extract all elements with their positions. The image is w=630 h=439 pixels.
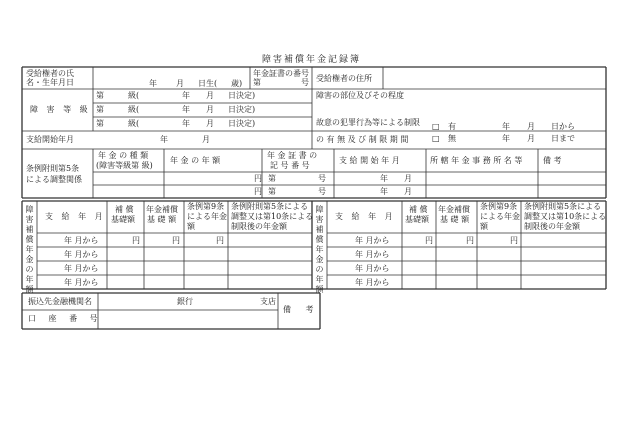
restrict-month: 月 bbox=[527, 134, 535, 143]
adjust-dai: 第 bbox=[268, 174, 276, 183]
adjust-go: 号 bbox=[318, 187, 326, 196]
record-row-ym: 年 月から bbox=[64, 250, 99, 259]
recipient-birth-label: 名・生年月日 bbox=[26, 78, 74, 87]
restriction-label: 故意の犯罪行為等による制限 bbox=[316, 118, 420, 127]
grade-decision: 日決定) bbox=[228, 105, 256, 114]
record-ym-header: 支 給 年 月 bbox=[45, 212, 106, 221]
adjust-dai: 第 bbox=[268, 187, 276, 196]
cert-number-dai: 第 bbox=[253, 78, 261, 87]
restrict-year: 年 bbox=[502, 134, 510, 143]
address-label: 受給権者の住所 bbox=[316, 74, 372, 83]
grade-year: 年 bbox=[182, 105, 190, 114]
cert-number-go: 号 bbox=[301, 78, 309, 87]
record-art9-header: 条例第9条 bbox=[187, 202, 225, 211]
birth-year: 年 bbox=[149, 79, 157, 88]
injury-part-label: 障害の部位及びその程度 bbox=[316, 91, 404, 100]
record-base-header-right: 補 償 bbox=[409, 205, 428, 214]
start-year: 年 bbox=[160, 135, 168, 144]
record-row-ym-right: 年 月から bbox=[355, 278, 390, 287]
grade-kyu: 級( bbox=[128, 119, 140, 128]
restrict-year: 年 bbox=[502, 122, 510, 131]
adjust-month: 月 bbox=[404, 187, 412, 196]
adjust-month: 月 bbox=[404, 174, 412, 183]
account-label: 口 座 番 号 bbox=[28, 314, 103, 323]
start-label: 支給開始年月 bbox=[26, 135, 74, 144]
adjust-amount: 年 金 の 年 額 bbox=[170, 156, 221, 165]
adjust-start: 支 給 開 始 年 月 bbox=[339, 156, 400, 165]
restrict-from: 日から bbox=[551, 122, 575, 131]
record-sup-header-3: 制限後の年金額 bbox=[231, 222, 287, 231]
has-checkbox[interactable]: □ bbox=[432, 122, 440, 131]
adjust-office: 所 轄 年 金 事 務 所 名 等 bbox=[430, 156, 523, 165]
record-sup-header-2: 調整又は第10条による bbox=[231, 212, 314, 221]
cert-number-label: 年金証書の番号 bbox=[253, 69, 309, 78]
record-sup-header: 条例附則第5条による bbox=[231, 202, 309, 211]
record-sup-header-right-3: 制限後の年金額 bbox=[524, 222, 580, 231]
start-month: 月 bbox=[202, 135, 210, 144]
grade-decision: 日決定) bbox=[228, 91, 256, 100]
record-annual-header-right: 年金補償 bbox=[438, 205, 470, 214]
adjust-yen: 円 bbox=[254, 187, 262, 196]
adjust-year: 年 bbox=[380, 174, 388, 183]
birth-age: 歳) bbox=[231, 79, 243, 88]
adjust-label-2: による調整関係 bbox=[26, 175, 82, 184]
adjust-type-2: (障害等級第 級) bbox=[96, 161, 153, 170]
grade-year: 年 bbox=[182, 119, 190, 128]
record-art9-header-right-3: 額 bbox=[480, 222, 488, 231]
record-row-ym-right: 年 月から bbox=[355, 236, 390, 245]
grade-dai: 第 bbox=[96, 119, 104, 128]
adjust-type: 年 金 の 種 類 bbox=[98, 151, 149, 160]
record-row-ym: 年 月から bbox=[64, 236, 99, 245]
grade-dai: 第 bbox=[96, 91, 104, 100]
grade-kyu: 級( bbox=[128, 105, 140, 114]
grade-year: 年 bbox=[182, 91, 190, 100]
restrict-month: 月 bbox=[527, 122, 535, 131]
record-side-label: 障害補償年金の年額 bbox=[25, 205, 34, 294]
record-yen: 円 bbox=[172, 236, 180, 245]
has-label: 有 bbox=[448, 122, 456, 131]
record-yen-right: 円 bbox=[466, 236, 474, 245]
record-art9-header-right-2: による年金 bbox=[480, 212, 520, 221]
grade-month: 月 bbox=[206, 119, 214, 128]
adjust-year: 年 bbox=[380, 187, 388, 196]
record-art9-header-2: による年金 bbox=[187, 212, 227, 221]
record-ym-header-right: 支 給 年 月 bbox=[335, 212, 396, 221]
record-row-ym: 年 月から bbox=[64, 264, 99, 273]
record-base-header-right-2: 基礎額 bbox=[405, 215, 429, 224]
record-side-label-right: 障害補償年金の年額 bbox=[315, 205, 324, 294]
grade-kyu: 級( bbox=[128, 91, 140, 100]
birth-day: 日生( bbox=[198, 79, 218, 88]
adjust-cert: 年 金 証 書 の bbox=[267, 151, 318, 160]
adjust-go: 号 bbox=[318, 174, 326, 183]
none-checkbox[interactable]: □ bbox=[432, 134, 440, 143]
record-yen-right: 円 bbox=[510, 236, 518, 245]
record-row-ym-right: 年 月から bbox=[355, 264, 390, 273]
adjust-cert-2: 記 号 番 号 bbox=[270, 161, 310, 170]
record-art9-header-right: 条例第9条 bbox=[480, 202, 518, 211]
adjust-yen: 円 bbox=[254, 174, 262, 183]
bank-remarks: 備 考 bbox=[283, 305, 320, 314]
grade-month: 月 bbox=[206, 91, 214, 100]
grade-month: 月 bbox=[206, 105, 214, 114]
adjust-remarks: 備 考 bbox=[543, 156, 562, 165]
recipient-name-label: 受給権者の氏 bbox=[26, 69, 74, 78]
record-yen-right: 円 bbox=[425, 236, 433, 245]
record-row-ym-right: 年 月から bbox=[355, 250, 390, 259]
bank-label: 振込先金融機関名 bbox=[28, 297, 92, 306]
none-label: 無 bbox=[448, 134, 456, 143]
record-sup-header-right: 条例附則第5条による bbox=[524, 202, 602, 211]
grade-dai: 第 bbox=[96, 105, 104, 114]
page-title: 障害補償年金記録簿 bbox=[262, 55, 362, 65]
branch-suffix: 支店 bbox=[260, 297, 276, 306]
record-annual-header: 年金補償 bbox=[146, 205, 178, 214]
record-base-header: 補 償 bbox=[115, 205, 134, 214]
record-yen: 円 bbox=[132, 236, 140, 245]
record-sup-header-right-2: 調整又は第10条による bbox=[524, 212, 607, 221]
record-base-header-2: 基礎額 bbox=[111, 215, 135, 224]
record-annual-header-2: 基 礎 額 bbox=[147, 215, 177, 224]
restrict-until: 日まで bbox=[551, 134, 575, 143]
bank-suffix: 銀行 bbox=[177, 297, 193, 306]
record-yen: 円 bbox=[216, 236, 224, 245]
grade-label: 障 害 等 級 bbox=[30, 105, 91, 114]
record-annual-header-right-2: 基 礎 額 bbox=[440, 215, 470, 224]
record-art9-header-3: 額 bbox=[187, 222, 195, 231]
adjust-label: 条例附則第5条 bbox=[26, 164, 80, 173]
restriction-period-label: の 有 無 及 び 制 限 期 間 bbox=[316, 135, 409, 144]
grade-decision: 日決定) bbox=[228, 119, 256, 128]
birth-month: 月 bbox=[176, 79, 184, 88]
record-row-ym: 年 月から bbox=[64, 278, 99, 287]
